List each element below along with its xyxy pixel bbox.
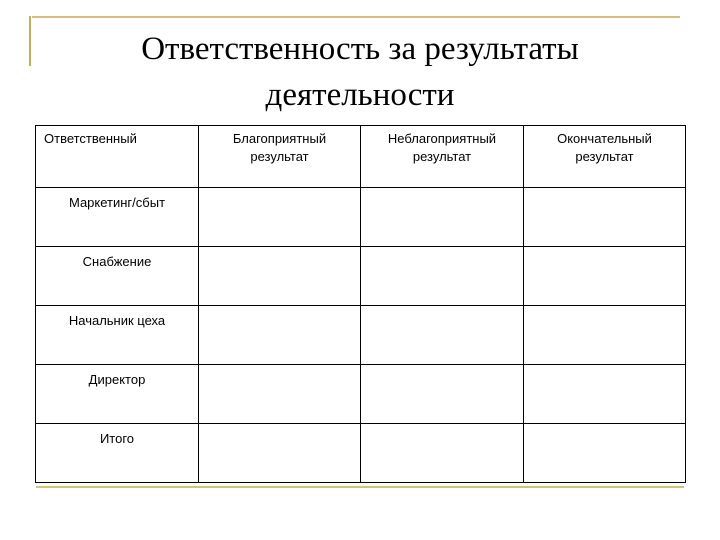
row-label-shop-manager: Начальник цеха: [36, 306, 199, 365]
decorative-left-line: [29, 16, 31, 66]
table-cell: [361, 365, 524, 424]
decorative-top-line: [32, 16, 680, 18]
row-label-director: Директор: [36, 365, 199, 424]
table-row: [36, 306, 686, 365]
responsibility-table: [35, 125, 686, 483]
table-cell: [199, 188, 361, 247]
table-cell: [524, 247, 686, 306]
header-final-result: Окончательный результат: [524, 126, 686, 188]
slide-title-line-1: Ответственность за результаты: [141, 31, 579, 67]
table-cell: [361, 247, 524, 306]
table-cell: [361, 424, 524, 483]
decorative-bottom-line: [36, 486, 684, 488]
row-label-marketing: Маркетинг/сбыт: [36, 188, 199, 247]
table-cell: [199, 365, 361, 424]
table-cell: [524, 365, 686, 424]
table-row: [36, 247, 686, 306]
slide-title-line-2: деятельности: [265, 77, 455, 113]
table-cell: [524, 306, 686, 365]
row-label-supply: Снабжение: [36, 247, 199, 306]
table-header-row: [36, 126, 686, 188]
row-label-total: Итого: [36, 424, 199, 483]
table-row: [36, 188, 686, 247]
header-responsible: Ответственный: [36, 126, 199, 188]
table-cell: [361, 188, 524, 247]
table-cell: [524, 188, 686, 247]
table-row: [36, 424, 686, 483]
table-cell: [361, 306, 524, 365]
table-cell: [524, 424, 686, 483]
table-row: [36, 365, 686, 424]
slide-title: [40, 26, 680, 118]
header-favorable-result: Благоприятный результат: [199, 126, 361, 188]
table-cell: [199, 247, 361, 306]
header-unfavorable-result: Неблагоприятный результат: [361, 126, 524, 188]
table-cell: [199, 306, 361, 365]
table-cell: [199, 424, 361, 483]
